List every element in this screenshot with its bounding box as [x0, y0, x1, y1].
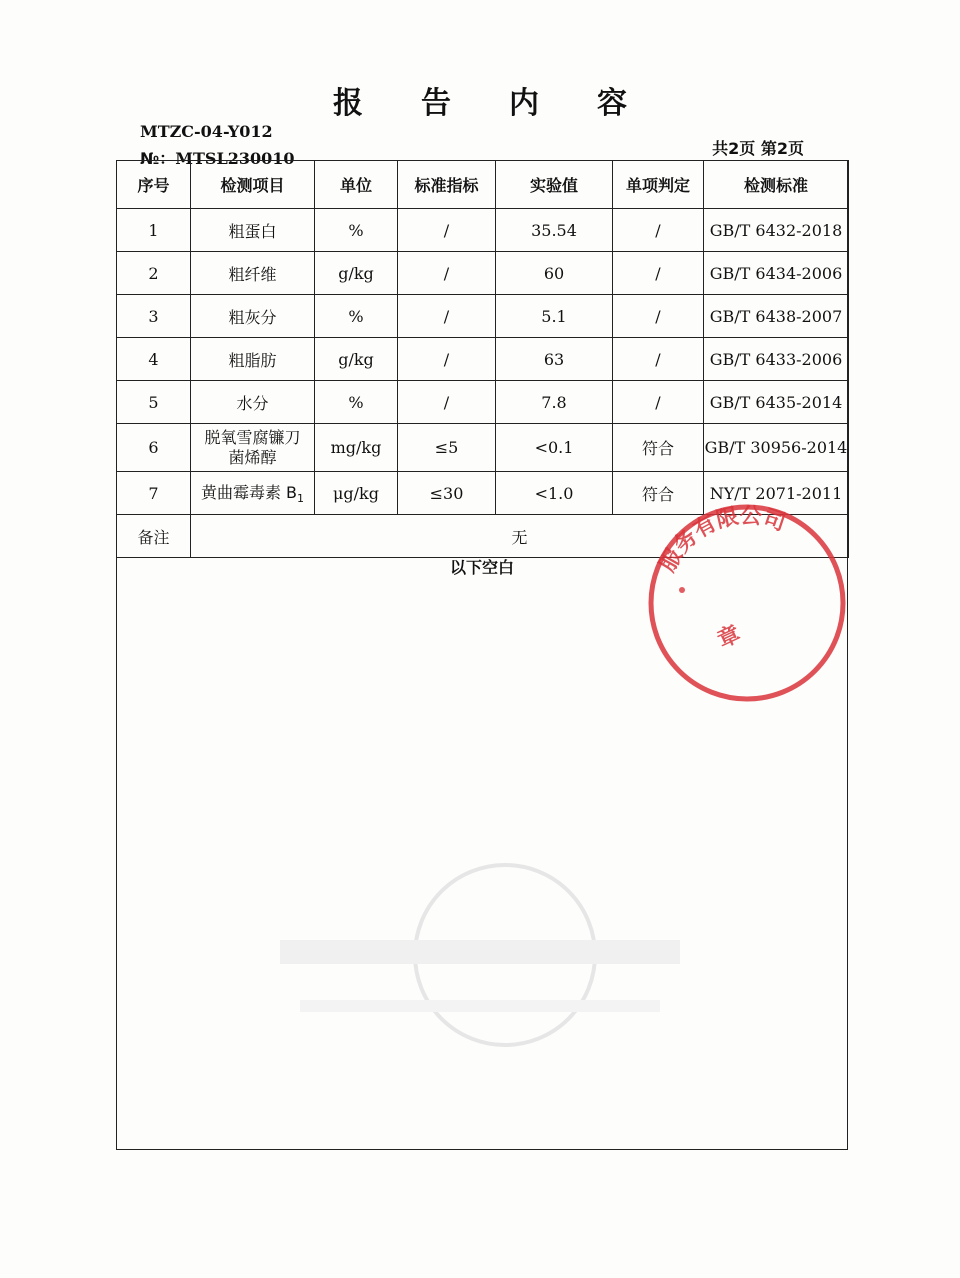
cell-unit: % [315, 295, 398, 338]
cell-no: 7 [117, 472, 191, 515]
cell-item [191, 472, 315, 515]
cell-standard: / [398, 295, 496, 338]
cell-no: 4 [117, 338, 191, 381]
table-row [117, 209, 849, 252]
cell-judgement: 符合 [613, 424, 704, 472]
cell-result: 63 [496, 338, 613, 381]
cell-standard: / [398, 252, 496, 295]
cell-judgement: / [613, 295, 704, 338]
cell-item-subscript: 1 [297, 492, 305, 506]
cell-judgement: / [613, 209, 704, 252]
col-header-judgement: 单项判定 [613, 161, 704, 209]
cell-item: 水分 [191, 381, 315, 424]
form-code: MTZC-04-Y012 [140, 122, 273, 141]
cell-standard: ≤30 [398, 472, 496, 515]
cell-standard: / [398, 338, 496, 381]
cell-unit: % [315, 381, 398, 424]
cell-method: GB/T 6434-2006 [704, 252, 849, 295]
cell-result: <0.1 [496, 424, 613, 472]
cell-method: NY/T 2071-2011 [704, 472, 849, 515]
table-row [117, 424, 849, 472]
cell-result: <1.0 [496, 472, 613, 515]
report-table [116, 160, 849, 558]
cell-no: 2 [117, 252, 191, 295]
remark-value: 无 [191, 515, 849, 558]
remark-row [117, 515, 849, 558]
col-header-method: 检测标准 [704, 161, 849, 209]
cell-no: 3 [117, 295, 191, 338]
cell-unit: % [315, 209, 398, 252]
cell-item-line1: 脱氧雪腐镰刀 [204, 427, 301, 447]
table-row [117, 472, 849, 515]
cell-method: GB/T 6438-2007 [704, 295, 849, 338]
cell-unit: g/kg [315, 252, 398, 295]
cell-judgement: / [613, 338, 704, 381]
col-header-standard: 标准指标 [398, 161, 496, 209]
cell-result: 35.54 [496, 209, 613, 252]
page-title: 报告内容 [333, 86, 685, 121]
cell-item-text: 黄曲霉毒素 B [200, 483, 298, 503]
col-header-no: 序号 [117, 161, 191, 209]
page-count: 共2页 第2页 [712, 139, 804, 158]
cell-unit: mg/kg [315, 424, 398, 472]
col-header-result: 实验值 [496, 161, 613, 209]
cell-method: GB/T 6433-2006 [704, 338, 849, 381]
cell-item: 粗脂肪 [191, 338, 315, 381]
serial-label: №： [140, 149, 176, 168]
table-row [117, 381, 849, 424]
cell-item [191, 424, 315, 472]
col-header-unit: 单位 [315, 161, 398, 209]
cell-no: 6 [117, 424, 191, 472]
cell-method: GB/T 6432-2018 [704, 209, 849, 252]
blank-below-note: 以下空白 [449, 558, 514, 577]
cell-item: 粗灰分 [191, 295, 315, 338]
cell-no: 5 [117, 381, 191, 424]
cell-judgement: / [613, 381, 704, 424]
cell-unit: μg/kg [315, 472, 398, 515]
table-header-row [117, 161, 849, 209]
cell-judgement: / [613, 252, 704, 295]
cell-no: 1 [117, 209, 191, 252]
col-header-item: 检测项目 [191, 161, 315, 209]
seal-text: 服务有限公司 [655, 503, 789, 577]
table-row [117, 295, 849, 338]
cell-method: GB/T 30956-2014 [704, 424, 849, 472]
cell-result: 5.1 [496, 295, 613, 338]
remark-label: 备注 [117, 515, 191, 558]
cell-method: GB/T 6435-2014 [704, 381, 849, 424]
cell-judgement: 符合 [613, 472, 704, 515]
cell-item: 粗纤维 [191, 252, 315, 295]
cell-unit: g/kg [315, 338, 398, 381]
cell-item-line2: 菌烯醇 [228, 447, 277, 467]
table-row [117, 338, 849, 381]
cell-standard: / [398, 381, 496, 424]
table-row [117, 252, 849, 295]
cell-standard: ≤5 [398, 424, 496, 472]
cell-result: 60 [496, 252, 613, 295]
serial-value: MTSL230010 [175, 149, 295, 168]
seal-suffix: 章 [713, 621, 745, 654]
cell-standard: / [398, 209, 496, 252]
cell-item: 粗蛋白 [191, 209, 315, 252]
cell-result: 7.8 [496, 381, 613, 424]
